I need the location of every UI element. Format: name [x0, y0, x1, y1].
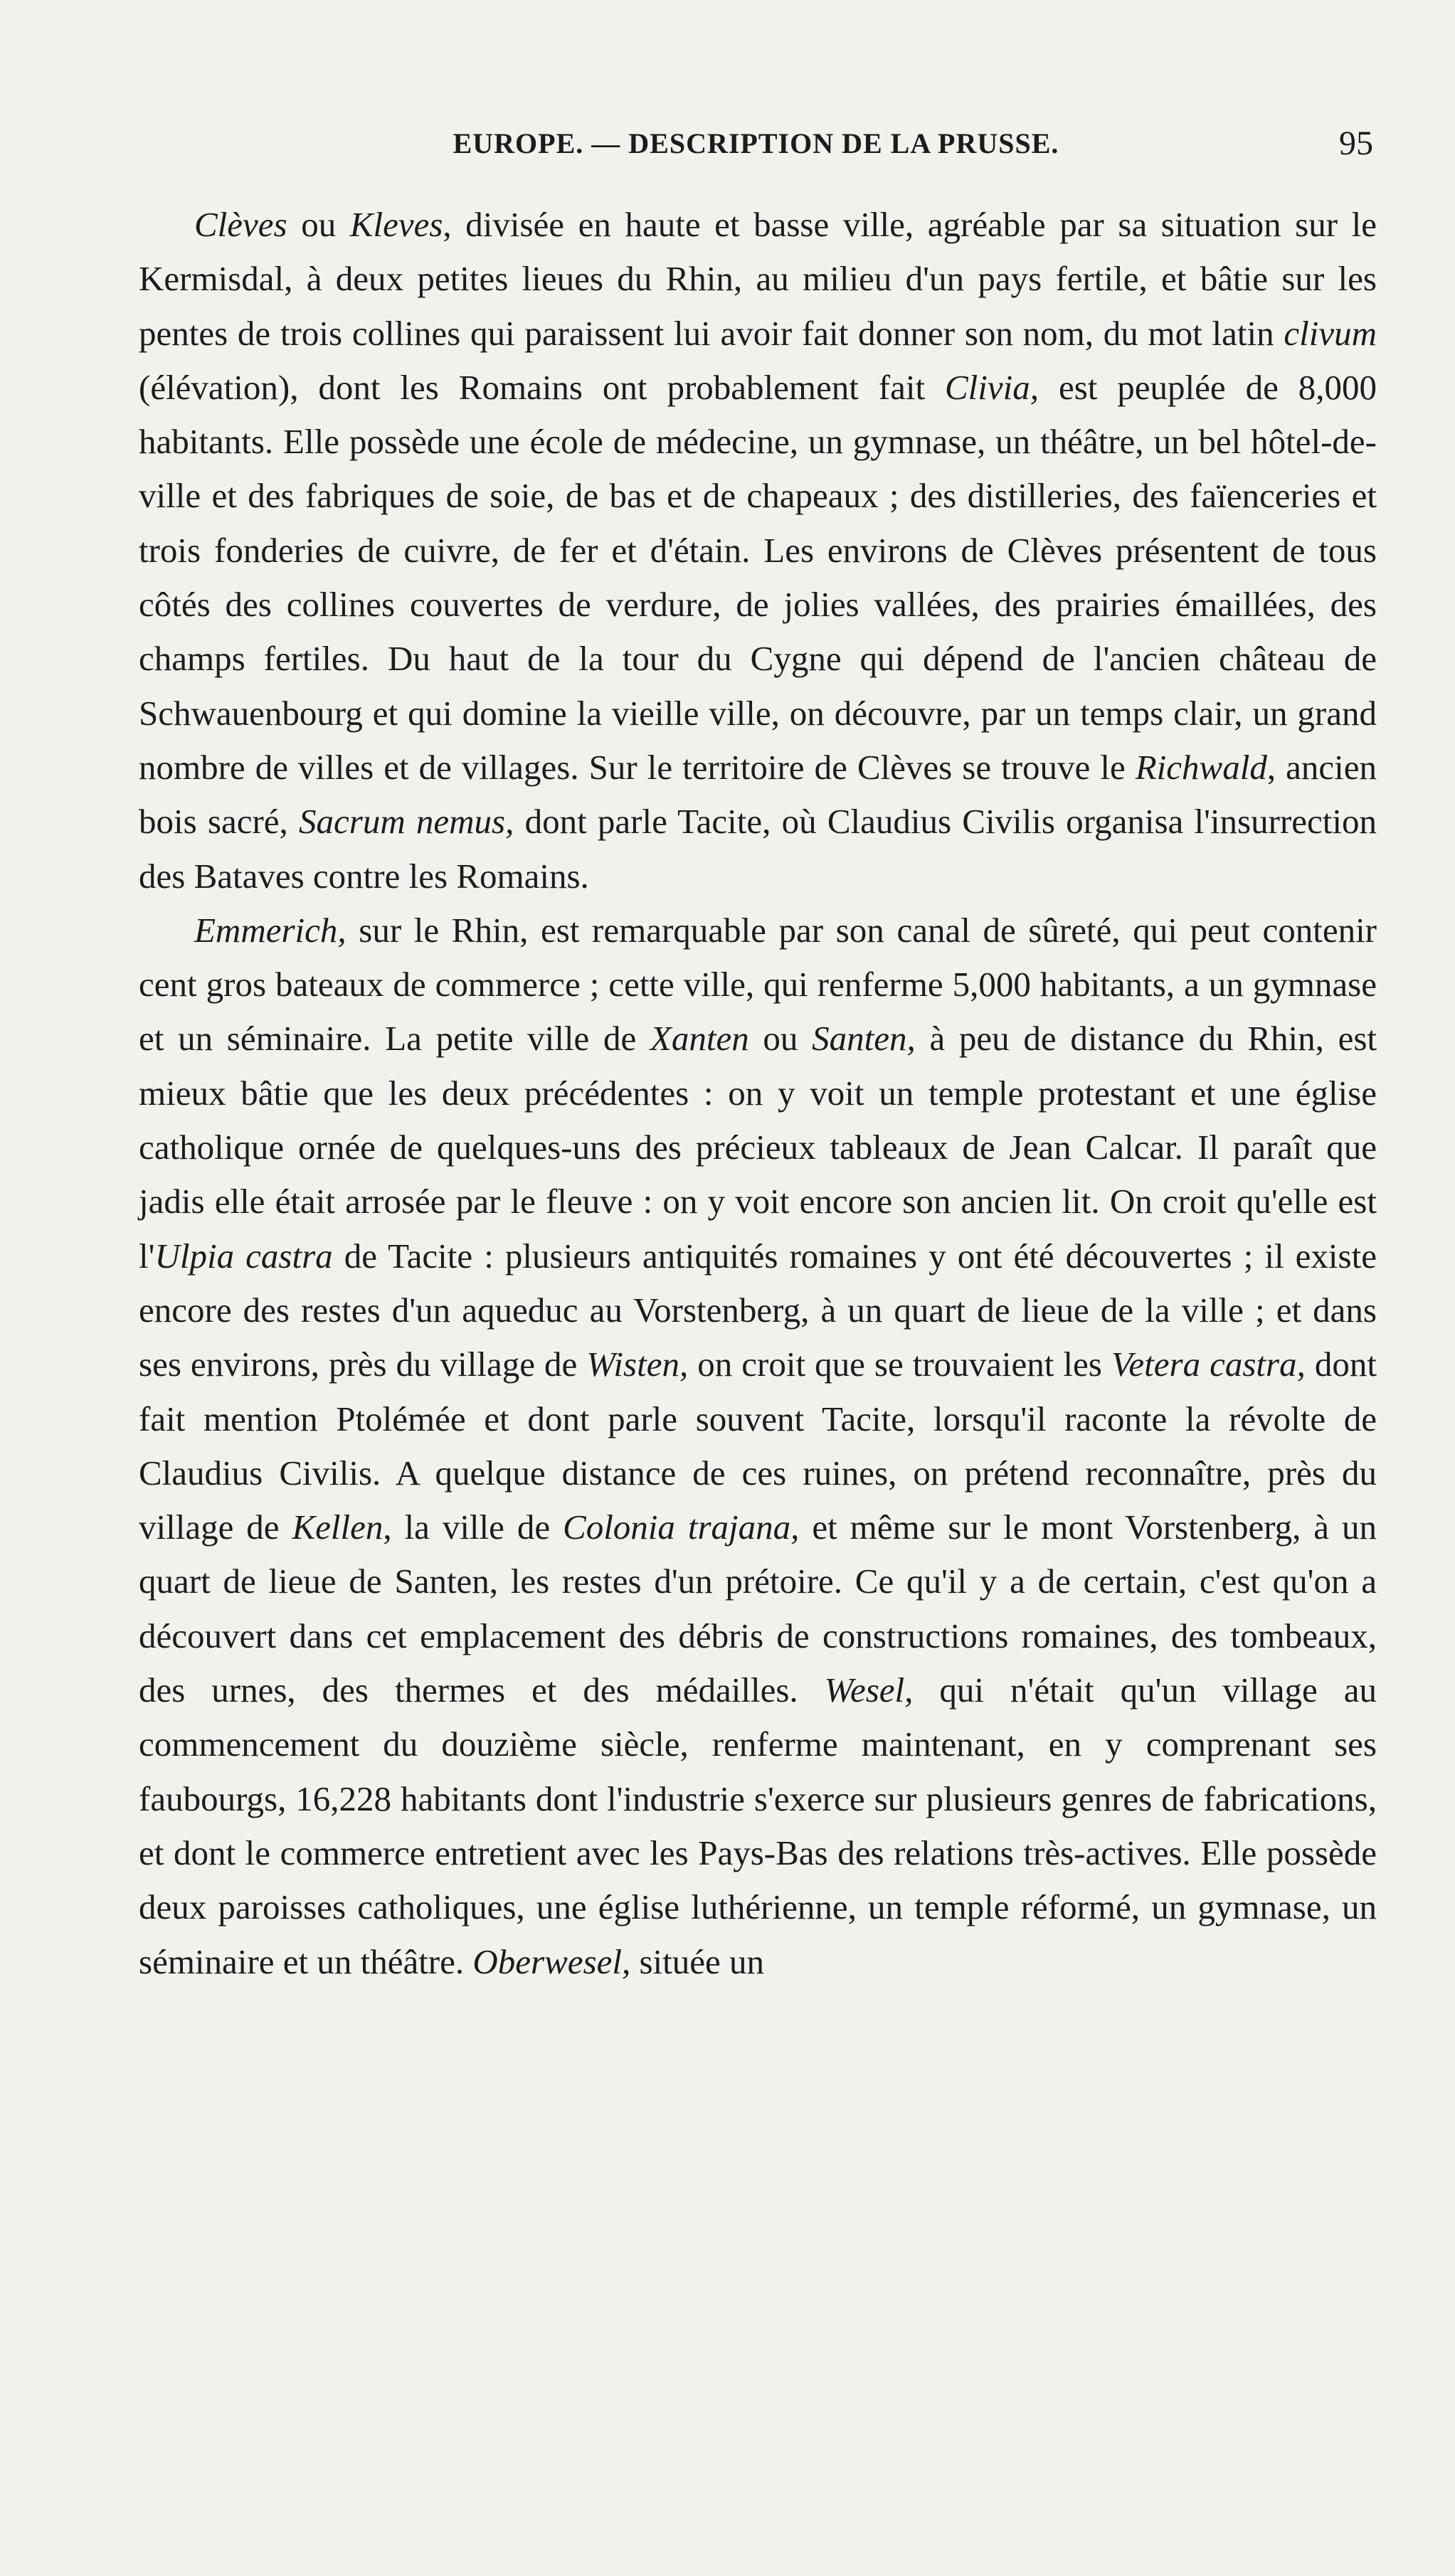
italic-term: clivum	[1284, 313, 1377, 353]
text-run: , ancien bois sacré,	[139, 747, 1377, 842]
text-run: sur le Rhin, est remarquable par son canal de sûreté, qui peut contenir cent gros bateaux de commerce ; cette ville, qui renferme 5,000 habitants, a un gymnase et un séminaire. La petite ville de	[139, 910, 1377, 1059]
page-number: 95	[1339, 124, 1373, 162]
italic-term: Emmerich,	[194, 910, 346, 950]
italic-term: Santen,	[812, 1019, 916, 1059]
italic-term: Colonia trajana,	[563, 1507, 800, 1547]
text-run: ou	[287, 205, 350, 244]
italic-term: Wesel,	[824, 1670, 914, 1710]
text-run: qui n'était qu'un village au commencement du douzième siècle, renferme maintenant, en y comprenant ses faubourgs, 16,228 habitants dont l'industrie s'exerce sur plusieurs genres de fabrications, et dont le commerce entretient avec les Pays-Bas des relations très-actives. Elle possède deux paroisses catholiques, une église luthérienne, un temple réformé, un gymnase, un séminaire et un théâtre.	[139, 1670, 1377, 1981]
running-head: EUROPE. — DESCRIPTION DE LA PRUSSE.	[453, 127, 1059, 159]
text-run: ou	[748, 1019, 813, 1059]
text-run: de Tacite : plusieurs antiquités romaines y ont été découvertes ; il existe encore des restes d'un aqueduc au Vorstenberg, à un quart de lieue de la ville ; et dans ses environs, près du village de	[139, 1236, 1377, 1384]
italic-term: Kellen	[292, 1507, 383, 1547]
body-text	[139, 198, 1377, 1989]
italic-term: Kleves	[349, 205, 443, 244]
italic-term: Wisten,	[586, 1345, 689, 1384]
page-header	[139, 124, 1373, 176]
paragraph-cleves	[139, 198, 1377, 903]
italic-term: Clivia,	[945, 367, 1039, 407]
text-run: , divisée en haute et basse ville, agréable par sa situation sur le Kermisdal, à deux petites lieues du Rhin, au milieu d'un pays fertile, et bâtie sur les pentes de trois collines qui paraissent lui avoir fait donner son nom, du mot latin	[139, 205, 1377, 353]
text-run: (élévation), dont les Romains ont probablement fait	[139, 367, 945, 407]
italic-term: Oberwesel,	[472, 1941, 631, 1981]
text-run: à peu de distance du Rhin, est mieux bâtie que les deux précédentes : on y voit un temple protestant et une église catholique ornée de quelques-uns des précieux tableaux de Jean Calcar. Il paraît que jadis elle était arrosée par le fleuve : on y voit encore son ancien lit. On croit qu'elle est l'	[139, 1019, 1377, 1276]
text-run: , la ville de	[383, 1507, 564, 1547]
italic-term: Vetera castra,	[1111, 1345, 1306, 1384]
text-run: située un	[630, 1941, 765, 1981]
italic-term: Xanten	[650, 1019, 749, 1059]
text-run: et même sur le mont Vorstenberg, à un quart de lieue de Santen, les restes d'un prétoire. Ce qu'il y a de certain, c'est qu'on a découvert dans cet emplacement des débris de constructions romaines, des tombeaux, des urnes, des thermes et des médailles.	[139, 1507, 1377, 1710]
text-run: dont parle Tacite, où Claudius Civilis organisa l'insurrection des Bataves contre les Romains.	[139, 802, 1377, 896]
italic-term: Clèves	[194, 205, 287, 244]
text-run: dont fait mention Ptolémée et dont parle souvent Tacite, lorsqu'il raconte la révolte de Claudius Civilis. A quelque distance de ces ruines, on prétend reconnaître, près du village de	[139, 1345, 1377, 1547]
text-run: est peuplée de 8,000 habitants. Elle possède une école de médecine, un gymnase, un théâtre, un bel hôtel-de-ville et des fabriques de soie, de bas et de chapeaux ; des distilleries, des faïenceries et trois fonderies de cuivre, de fer et d'étain. Les environs de Clèves présentent de tous côtés des collines couvertes de verdure, de jolies vallées, des prairies émaillées, des champs fertiles. Du haut de la tour du Cygne qui dépend de l'ancien château de Schwauenbourg et qui domine la vieille ville, on découvre, par un temps clair, un grand nombre de villes et de villages. Sur le territoire de Clèves se trouve le	[139, 367, 1377, 787]
text-run: on croit que se trouvaient les	[688, 1345, 1111, 1384]
paragraph-emmerich	[139, 903, 1377, 1989]
italic-term: Sacrum nemus,	[299, 802, 514, 842]
italic-term: Richwald	[1135, 747, 1267, 787]
italic-term: Ulpia castra	[154, 1236, 333, 1276]
